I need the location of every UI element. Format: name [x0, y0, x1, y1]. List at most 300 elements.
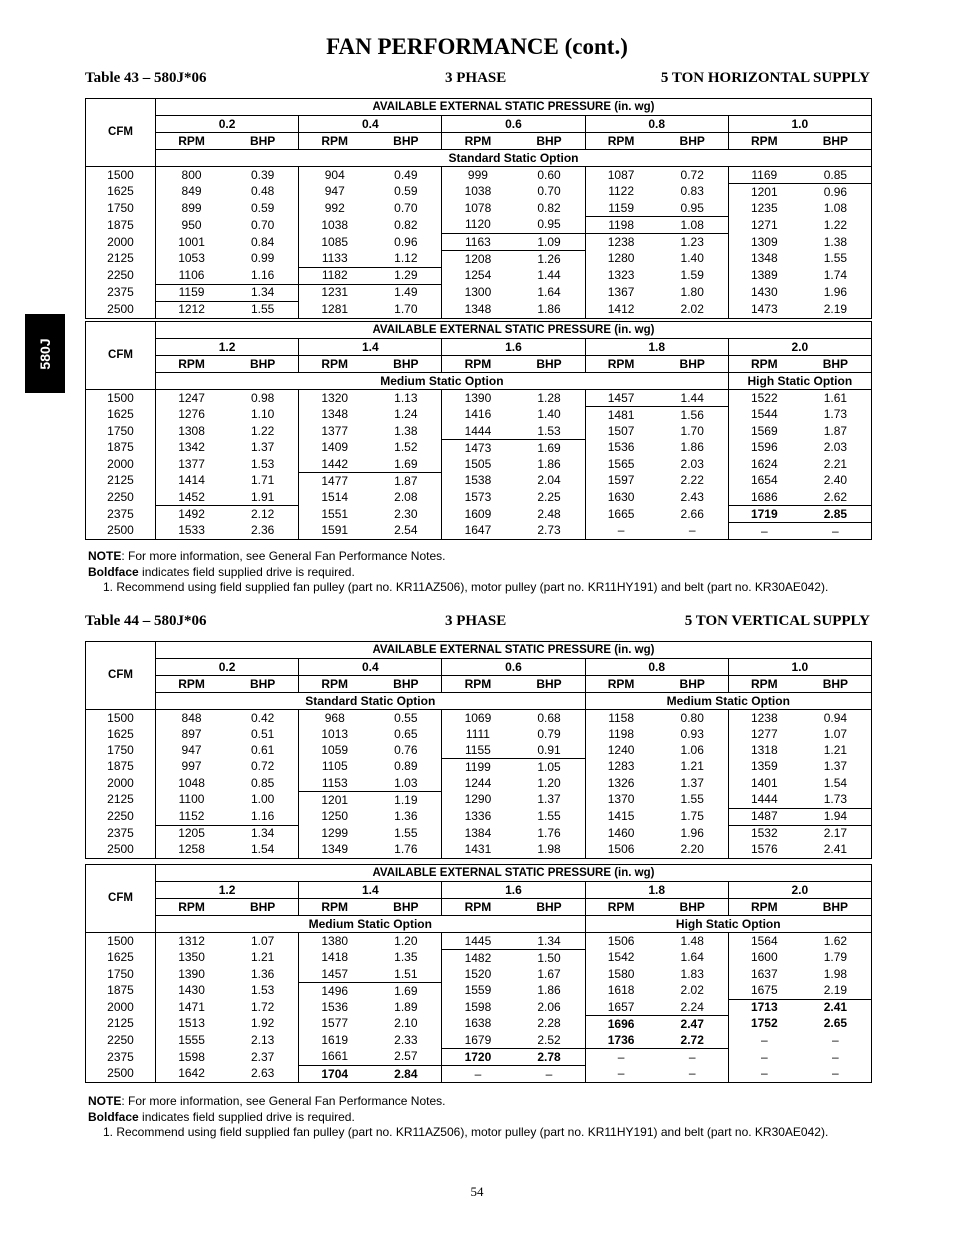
rpm-value: 1598: [442, 999, 514, 1016]
rpm-header: RPM: [442, 899, 514, 916]
rpm-header: RPM: [156, 676, 228, 693]
table-row: [86, 506, 872, 523]
bhp-value: 1.44: [537, 268, 561, 282]
rpm-value: 1198: [585, 726, 657, 742]
rpm-value: 1492: [156, 506, 228, 523]
rpm-value: 1348: [728, 251, 800, 268]
rpm-header: RPM: [585, 133, 657, 150]
rpm-value: 1696: [585, 1016, 657, 1033]
rpm-value: 1106: [156, 267, 228, 284]
static-option-label: Medium Static Option: [156, 916, 586, 933]
bhp-value: –: [688, 1066, 696, 1081]
bhp-value: –: [832, 1032, 839, 1047]
table-43-supply: 5 TON HORIZONTAL SUPPLY: [660, 70, 870, 86]
boldface-label: Boldface: [88, 1109, 139, 1124]
rpm-value: 1430: [728, 284, 800, 301]
bhp-value: 1.69: [513, 440, 585, 457]
rpm-value: 1619: [299, 1032, 371, 1049]
table-row: [86, 234, 872, 251]
bhp-value: 1.09: [513, 234, 585, 251]
bhp-value: 0.68: [537, 710, 561, 725]
bhp-value: –: [832, 1049, 839, 1064]
bhp-value: 1.20: [394, 933, 418, 948]
rpm-value: 1444: [442, 423, 514, 440]
table-43-notes: [88, 549, 828, 596]
rpm-value: 1377: [299, 423, 371, 440]
rpm-value: 1085: [299, 234, 371, 251]
table-43-phase: 3 PHASE: [445, 70, 507, 86]
rpm-value: 1326: [585, 775, 657, 792]
cfm-value: 2500: [86, 1066, 156, 1083]
cfm-value: 2500: [86, 301, 156, 318]
rpm-value: 1630: [585, 489, 657, 506]
bhp-header: BHP: [657, 676, 729, 693]
rpm-value: 1609: [442, 506, 514, 523]
bhp-value: 1.96: [680, 825, 704, 840]
rpm-value: 1078: [442, 200, 514, 217]
bhp-value: 1.38: [823, 234, 848, 249]
rpm-value: –: [728, 1049, 800, 1066]
pressure-header: 1.6: [442, 339, 585, 356]
rpm-value: 1412: [585, 301, 657, 318]
rpm-value: 1637: [728, 966, 800, 983]
bhp-value: 1.73: [823, 407, 848, 422]
bhp-value: 0.85: [250, 775, 275, 790]
bhp-value: 0.84: [250, 234, 275, 249]
rpm-value: 1471: [156, 999, 228, 1016]
rpm-value: 1457: [585, 390, 657, 407]
bhp-value: 1.94: [800, 808, 872, 825]
bhp-value: 0.98: [250, 390, 275, 405]
bhp-value: 1.91: [250, 489, 275, 504]
bhp-value: 0.61: [250, 742, 275, 757]
bhp-value: 1.70: [680, 423, 704, 438]
bhp-header: BHP: [227, 356, 299, 373]
bhp-value: 1.21: [680, 759, 704, 774]
table-row: [86, 710, 872, 727]
table-row: [86, 933, 872, 950]
bhp-value: 1.21: [250, 950, 275, 965]
rpm-value: 950: [156, 217, 228, 234]
rpm-value: 1377: [156, 456, 228, 473]
rpm-header: RPM: [156, 356, 228, 373]
bhp-value: 1.07: [250, 933, 275, 948]
bhp-value: 0.82: [394, 217, 418, 232]
rpm-value: 1596: [728, 440, 800, 457]
cfm-value: 2125: [86, 792, 156, 809]
side-tab: [25, 314, 65, 393]
rpm-value: 1487: [728, 808, 800, 825]
bhp-header: BHP: [227, 899, 299, 916]
cfm-value: 1750: [86, 200, 156, 217]
cfm-value: 1625: [86, 950, 156, 967]
bhp-value: 1.37: [680, 775, 704, 790]
bhp-value: 2.20: [657, 842, 729, 859]
bhp-value: 1.35: [394, 950, 418, 965]
bhp-value: 2.78: [513, 1049, 585, 1066]
bhp-value: 0.48: [250, 184, 275, 199]
rpm-value: 1481: [585, 407, 657, 424]
rpm-value: 1675: [728, 983, 800, 1000]
pressure-header: 1.4: [299, 882, 442, 899]
table-row: [86, 792, 872, 809]
bhp-value: 2.48: [537, 506, 561, 521]
bhp-value: 2.28: [537, 1016, 561, 1031]
rpm-value: 1577: [299, 1016, 371, 1033]
bhp-value: 1.86: [537, 301, 561, 316]
rpm-value: 1409: [299, 440, 371, 457]
bhp-value: 0.39: [250, 167, 275, 182]
table-row: [86, 390, 872, 407]
rpm-value: 1342: [156, 440, 228, 457]
rpm-value: 1238: [728, 710, 800, 727]
bhp-header: BHP: [370, 356, 442, 373]
bhp-value: 2.52: [537, 1032, 561, 1047]
rpm-value: 1580: [585, 966, 657, 983]
table-row: [86, 759, 872, 776]
bhp-value: –: [545, 1066, 553, 1081]
bhp-value: 2.03: [680, 456, 704, 471]
bhp-value: 0.60: [537, 167, 561, 182]
bhp-header: BHP: [227, 133, 299, 150]
bhp-value: 2.41: [800, 999, 872, 1016]
pressure-header: 0.6: [442, 116, 585, 133]
table-row: [86, 167, 872, 184]
bhp-value: 1.61: [823, 390, 848, 405]
rpm-header: RPM: [442, 676, 514, 693]
bhp-value: 1.64: [537, 285, 561, 299]
bhp-value: 1.26: [537, 251, 561, 266]
rpm-value: 1520: [442, 966, 514, 983]
bhp-value: 1.83: [680, 966, 704, 981]
rpm-value: 947: [299, 184, 371, 201]
rpm-value: 1309: [728, 234, 800, 251]
rpm-value: 1271: [728, 217, 800, 234]
table-43-label: Table 43 – 580J*06: [85, 70, 207, 86]
rpm-value: 1380: [299, 933, 371, 950]
bhp-value: 0.59: [394, 184, 418, 199]
pressure-header: 0.4: [299, 116, 442, 133]
rpm-value: 1312: [156, 933, 228, 950]
bhp-value: 2.17: [823, 826, 848, 840]
note-text: : For more information, see General Fan Performance Notes.: [121, 549, 446, 563]
bhp-value: 1.69: [394, 456, 418, 471]
bhp-value: 0.79: [537, 726, 561, 741]
table-row: [86, 1049, 872, 1066]
cfm-value: 1500: [86, 167, 156, 184]
rpm-value: 1201: [728, 184, 800, 201]
rpm-value: 1442: [299, 456, 371, 473]
rpm-value: 1414: [156, 473, 228, 490]
rpm-header: RPM: [585, 356, 657, 373]
bhp-value: 1.53: [250, 983, 275, 998]
bhp-header: BHP: [513, 133, 585, 150]
bhp-value: 1.13: [394, 390, 418, 405]
bhp-value: 1.37: [537, 792, 561, 807]
static-option-label: Medium Static Option: [156, 373, 729, 390]
bhp-value: 1.69: [370, 983, 442, 1000]
rpm-value: 1299: [299, 825, 371, 842]
bhp-value: –: [832, 523, 839, 538]
bhp-value: 1.87: [823, 423, 848, 438]
bhp-value: 2.36: [250, 523, 275, 538]
table-row: [86, 251, 872, 268]
bhp-value: 1.55: [680, 792, 704, 807]
table-row: [86, 950, 872, 967]
bhp-header: BHP: [370, 899, 442, 916]
rpm-header: RPM: [728, 899, 800, 916]
rpm-value: 1573: [442, 489, 514, 506]
rpm-header: RPM: [299, 133, 371, 150]
rpm-value: 1445: [442, 933, 514, 950]
bhp-value: 0.95: [537, 217, 561, 232]
cfm-value: 1875: [86, 217, 156, 234]
rpm-value: 1152: [156, 808, 228, 825]
cfm-header: CFM: [86, 865, 156, 933]
bhp-value: 1.70: [394, 301, 418, 316]
cfm-header: CFM: [86, 642, 156, 710]
rpm-value: 1576: [728, 842, 800, 859]
table-row: [86, 825, 872, 842]
cfm-value: 1875: [86, 440, 156, 457]
bhp-value: 1.98: [823, 966, 848, 981]
bhp-value: 1.10: [250, 407, 275, 422]
rpm-value: 1514: [299, 489, 371, 506]
table-row: [86, 726, 872, 742]
bhp-value: 2.43: [680, 489, 704, 504]
table-44-caption: [85, 613, 870, 633]
bhp-header: BHP: [800, 133, 872, 150]
bhp-value: 1.51: [394, 966, 418, 981]
rpm-value: 1159: [156, 284, 228, 301]
bhp-value: 1.79: [823, 950, 848, 965]
rpm-value: 1231: [299, 284, 371, 301]
bhp-value: 2.13: [250, 1032, 275, 1047]
rpm-value: 1235: [728, 200, 800, 217]
rpm-value: 1401: [728, 775, 800, 792]
rpm-value: 1657: [585, 999, 657, 1016]
rpm-value: 1598: [156, 1049, 228, 1066]
bhp-value: 1.73: [823, 792, 848, 806]
cfm-value: 1500: [86, 390, 156, 407]
bhp-value: 2.25: [537, 489, 561, 504]
rpm-value: 1350: [156, 950, 228, 967]
bhp-value: 1.16: [250, 267, 275, 282]
table-row: [86, 473, 872, 490]
cfm-value: 2000: [86, 234, 156, 251]
bhp-value: 2.65: [823, 1016, 848, 1031]
rpm-value: 1597: [585, 473, 657, 490]
bhp-header: BHP: [800, 356, 872, 373]
bhp-value: 0.70: [250, 217, 275, 232]
bhp-header: BHP: [657, 356, 729, 373]
cfm-value: 1875: [86, 983, 156, 1000]
bhp-value: 1.37: [250, 440, 275, 455]
table-44-part-1: [85, 641, 872, 859]
rpm-value: 1513: [156, 1016, 228, 1033]
page-number: 54: [470, 1184, 484, 1199]
rpm-value: –: [728, 523, 800, 540]
rpm-value: 1591: [299, 523, 371, 540]
bhp-value: 1.34: [227, 284, 299, 301]
bhp-value: 1.92: [250, 1016, 275, 1031]
rpm-header: RPM: [585, 676, 657, 693]
bhp-value: 1.52: [394, 440, 418, 455]
bhp-value: –: [657, 523, 729, 540]
bhp-value: 2.24: [680, 999, 704, 1014]
bhp-value: 2.06: [537, 999, 561, 1014]
rpm-value: –: [442, 1066, 514, 1083]
bhp-value: 1.50: [513, 950, 585, 967]
rpm-value: 1522: [728, 390, 800, 407]
pressure-header: 2.0: [728, 339, 871, 356]
bhp-value: 2.62: [823, 489, 848, 504]
rpm-value: –: [585, 1066, 657, 1083]
page-title: FAN PERFORMANCE (cont.): [326, 34, 628, 59]
rpm-value: 1182: [299, 267, 371, 284]
bhp-value: 1.59: [680, 268, 704, 282]
bhp-value: 1.19: [370, 792, 442, 809]
note-label: NOTE: [88, 549, 122, 563]
bhp-value: 1.55: [250, 302, 275, 316]
bhp-value: 0.49: [394, 167, 418, 182]
bhp-value: 1.36: [394, 809, 418, 823]
table-row: [86, 301, 872, 318]
bhp-value: 1.55: [823, 251, 848, 266]
rpm-value: 1496: [299, 983, 371, 1000]
table-row: [86, 489, 872, 506]
cfm-value: 2500: [86, 842, 156, 859]
cfm-value: 2125: [86, 251, 156, 268]
bhp-value: 0.55: [394, 710, 418, 725]
rpm-header: RPM: [585, 899, 657, 916]
bhp-header: BHP: [227, 676, 299, 693]
rpm-header: RPM: [156, 133, 228, 150]
bhp-header: BHP: [513, 899, 585, 916]
rpm-value: 997: [156, 759, 228, 776]
rpm-value: 1452: [156, 489, 228, 506]
rpm-value: 1473: [442, 440, 514, 457]
bhp-value: 1.75: [680, 809, 704, 823]
cfm-value: 2000: [86, 999, 156, 1016]
bhp-value: 1.37: [823, 759, 848, 774]
cfm-value: 1875: [86, 759, 156, 776]
rpm-value: 1111: [442, 726, 514, 742]
rpm-value: 1308: [156, 423, 228, 440]
bhp-value: 2.63: [250, 1066, 275, 1081]
static-option-label: Standard Static Option: [156, 693, 586, 710]
bhp-value: 1.89: [394, 999, 418, 1014]
rpm-value: 1679: [442, 1032, 514, 1049]
cfm-value: 2000: [86, 775, 156, 792]
table-44-notes: [88, 1094, 828, 1141]
pressure-header: 0.6: [442, 659, 585, 676]
rpm-value: 1281: [299, 301, 371, 318]
bhp-value: 1.49: [394, 285, 418, 300]
table-row: [86, 267, 872, 284]
bhp-value: 1.24: [394, 407, 418, 422]
rpm-value: 1638: [442, 1016, 514, 1033]
bhp-value: 1.86: [680, 440, 704, 455]
bhp-value: 1.64: [680, 950, 704, 965]
rpm-value: 1336: [442, 808, 514, 825]
bhp-value: 0.83: [680, 184, 704, 199]
bhp-value: 1.55: [394, 825, 418, 840]
static-option-label: High Static Option: [728, 373, 871, 390]
rpm-value: 1277: [728, 726, 800, 742]
rpm-value: 1736: [585, 1032, 657, 1049]
rpm-value: 1430: [156, 983, 228, 1000]
cfm-value: 2375: [86, 284, 156, 301]
bhp-value: 2.10: [394, 1016, 418, 1031]
rpm-value: 1212: [156, 301, 228, 318]
bhp-value: 1.72: [250, 999, 275, 1014]
bhp-value: 0.93: [680, 726, 704, 741]
table-row: [86, 1016, 872, 1033]
rpm-value: 1506: [585, 842, 657, 859]
bhp-value: 1.03: [394, 775, 418, 790]
side-tab-label: 580J: [37, 337, 53, 370]
rpm-value: 1431: [442, 842, 514, 859]
static-pressure-header: AVAILABLE EXTERNAL STATIC PRESSURE (in. wg): [156, 99, 872, 116]
rpm-value: 1122: [585, 184, 657, 201]
pressure-header: 1.6: [442, 882, 585, 899]
cfm-value: 2375: [86, 1049, 156, 1066]
bhp-value: 2.12: [227, 506, 299, 523]
rpm-value: 1276: [156, 407, 228, 424]
pressure-header: 1.2: [156, 882, 299, 899]
rpm-value: 1250: [299, 808, 371, 825]
rpm-header: RPM: [728, 133, 800, 150]
bhp-value: 1.08: [657, 217, 729, 234]
cfm-value: 2250: [86, 267, 156, 284]
rpm-header: RPM: [299, 899, 371, 916]
bhp-value: 0.70: [394, 200, 418, 215]
rpm-value: 1318: [728, 742, 800, 759]
pressure-header: 0.2: [156, 116, 299, 133]
pressure-header: 1.0: [728, 116, 871, 133]
rpm-value: 1390: [442, 390, 514, 407]
bhp-value: 1.34: [537, 933, 561, 948]
rpm-value: 1100: [156, 792, 228, 809]
table-44-part-2: [85, 864, 872, 1083]
bhp-value: 1.74: [823, 268, 848, 282]
rpm-value: –: [585, 523, 657, 540]
rpm-value: 1254: [442, 267, 514, 284]
bhp-value: 2.21: [823, 456, 848, 471]
bhp-value: 1.54: [823, 775, 848, 790]
bhp-value: 1.56: [657, 407, 729, 424]
cfm-value: 1625: [86, 407, 156, 424]
rpm-value: 1536: [299, 999, 371, 1016]
pressure-header: 0.8: [585, 659, 728, 676]
rpm-value: 1053: [156, 251, 228, 268]
rpm-value: 1290: [442, 792, 514, 809]
cfm-value: 2500: [86, 523, 156, 540]
bhp-value: 2.02: [680, 983, 704, 998]
table-44-phase: 3 PHASE: [445, 613, 507, 629]
bhp-value: 1.06: [680, 742, 704, 757]
rpm-value: 1159: [585, 200, 657, 217]
cfm-value: 1750: [86, 966, 156, 983]
table-row: [86, 983, 872, 1000]
table-row: [86, 284, 872, 301]
bhp-header: BHP: [800, 676, 872, 693]
rpm-value: 1240: [585, 742, 657, 759]
bhp-value: 1.48: [680, 933, 704, 948]
table-row: [86, 456, 872, 473]
bhp-value: 1.16: [250, 808, 275, 823]
